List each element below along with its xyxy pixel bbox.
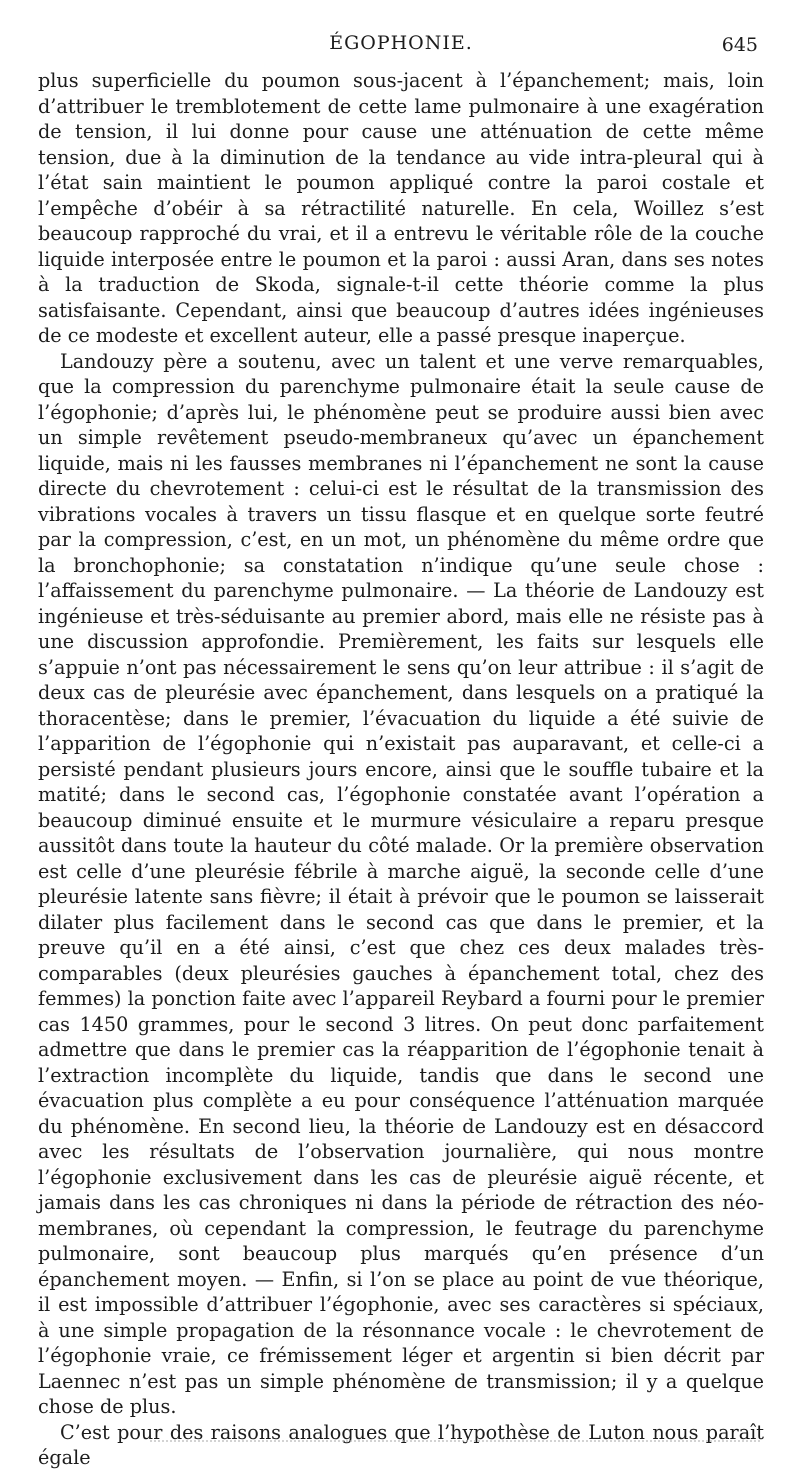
body-text xyxy=(38,68,764,1471)
paragraph-luton: C’est pour des raisons analogues que l’hypothèse de Luton nous paraît égale xyxy=(38,1420,764,1469)
page-number: 645 xyxy=(721,34,758,56)
running-title: ÉGOPHONIE. xyxy=(329,32,473,54)
footer-print-marks xyxy=(150,1436,760,1442)
paragraph-woillez: plus superficielle du poumon sous-jacent à l’épanchement; mais, loin d’attribuer le tremblotement de cette lame pulmonaire à une exagération de tension, il lui donne pour cause une atténuation de cette même tension, due à la diminution de la tendance au vide intra-pleural qui à l’état sain maintient le poumon appliqué contre la paroi costale et l’empêche d’obéir à sa rétractilité naturelle. En cela, Woillez s’est beaucoup rapproché du vrai, et il a entrevu le véritable rôle de la couche liquide interposée entre le poumon et la paroi : aussi Aran, dans ses notes à la traduction de Skoda, signale-t-il cette théorie comme la plus satisfaisante. Cependant, ainsi que beaucoup d’autres idées ingénieuses de ce modeste et excellent auteur, elle a passé presque inaperçue. xyxy=(38,69,764,347)
running-head xyxy=(38,28,764,58)
paragraph-landouzy: Landouzy père a soutenu, avec un talent et une verve remarquables, que la compression du parenchyme pulmonaire était la seule cause de l’égophonie; d’après lui, le phénomène peut se produire aussi bien avec un simple revêtement pseudo-membraneux qu’avec un épanchement liquide, mais ni les fausses membranes ni l’épanchement ne sont la cause directe du chevrotement : celui-ci est le résultat de la transmission des vibrations vocales à travers un tissu flasque et en quelque sorte feutré par la compression, c’est, en un mot, un phénomène du même ordre que la bronchophonie; sa constatation n’indique qu’une seule chose : l’affaissement du parenchyme pulmonaire. — La théorie de Landouzy est ingénieuse et très-séduisante au premier abord, mais elle ne résiste pas à une discussion approfondie. Premièrement, les faits sur lesquels elle s’appuie n’ont pas nécessairement le sens qu’on leur attribue : il s’agit de deux cas de pleurésie avec épanchement, dans lesquels on a pratiqué la thoracentèse; dans le premier, l’évacuation du liquide a été suivie de l’apparition de l’égophonie qui n’existait pas auparavant, et celle-ci a persisté pendant plusieurs jours encore, ainsi que le souffle tubaire et la matité; dans le second cas, l’égophonie constatée avant l’opération a beaucoup diminué ensuite et le murmure vésiculaire a reparu presque aussitôt dans toute la hauteur du côté malade. Or la première observation est celle d’une pleurésie fébrile à marche aiguë, la seconde celle d’une pleurésie latente sans fièvre; il était à prévoir que le poumon se laisserait dilater plus facilement dans le second cas que dans le premier, et la preuve qu’il en a été ainsi, c’est que chez ces deux malades très-comparables (deux pleurésies gauches à épanchement total, chez des femmes) la ponction faite avec l’appareil Reybard a fourni pour le premier cas 1450 grammes, pour le second 3 litres. On peut donc parfaitement admettre que dans le premier cas la réapparition de l’égophonie tenait à l’extraction incomplète du liquide, tandis que dans le second une évacuation plus complète a eu pour conséquence l’atténuation marquée du phénomène. En second lieu, la théorie de Landouzy est en désaccord avec les résultats de l’observation journalière, qui nous montre l’égophonie exclusivement dans les cas de pleurésie aiguë récente, et jamais dans les cas chroniques ni dans la période de rétraction des néo-membranes, où cependant la compression, le feutrage du parenchyme pulmonaire, sont beaucoup plus marqués qu’en présence d’un épanchement moyen. — Enfin, si l’on se place au point de vue théorique, il est impossible d’attribuer l’égophonie, avec ses caractères si spéciaux, à une simple propagation de la résonnance vocale : le chevrotement de l’égophonie vraie, ce frémissement léger et argentin si bien décrit par Laennec n’est pas un simple phénomène de transmission; il y a quelque chose de plus. xyxy=(38,349,764,1418)
